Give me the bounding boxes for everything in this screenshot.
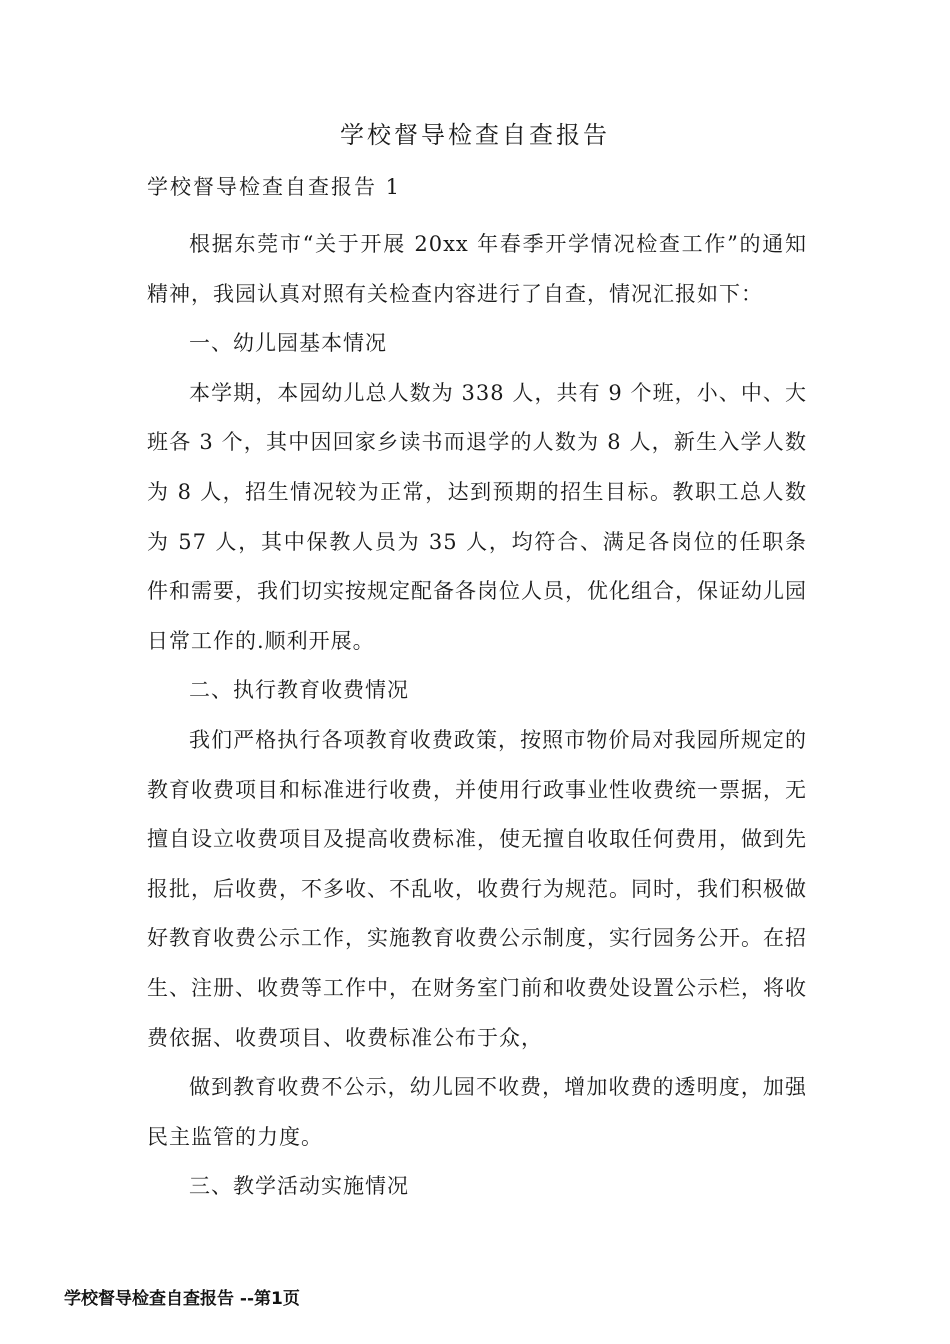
- document-subtitle: 学校督导检查自查报告 1: [147, 175, 402, 199]
- section-heading-3: 三、教学活动实施情况: [189, 1174, 409, 1199]
- section-heading-1: 一、幼儿园基本情况: [189, 331, 387, 356]
- document-body: [147, 220, 807, 1212]
- paragraph-fees: 我们严格执行各项教育收费政策，按照市物价局对我园所规定的教育收费项目和标准进行收费，并使用行政事业性收费统一票据，无擅自设立收费项目及提高收费标准，使无擅自收取任何费用，做到先报批，后收费，不多收、不乱收，收费行为规范。同时，我们积极做好教育收费公示工作，实施教育收费公示制度，实行园务公开。在招生、注册、收费等工作中，在财务室门前和收费处设置公示栏，将收费依据、收费项目、收费标准公布于众，: [147, 727, 807, 1050]
- paragraph-basic-info: 本学期，本园幼儿总人数为 338 人，共有 9 个班，小、中、大班各 3 个，其中因回家乡读书而退学的人数为 8 人，新生入学人数为 8 人，招生情况较为正常，达到预期的招生目标。教职工总人数为 57 人，其中保教人员为 35 人，均符合、满足各岗位的任职条件和需要，我们切实按规定配备各岗位人员，优化组合，保证幼儿园日常工作的.顺利开展。: [147, 380, 807, 653]
- paragraph-intro: 根据东莞市“关于开展 20xx 年春季开学情况检查工作”的通知精神，我园认真对照有关检查内容进行了自查，情况汇报如下：: [147, 232, 807, 306]
- document-title: 学校督导检查自查报告: [340, 121, 610, 149]
- paragraph-fees-continued: 做到教育收费不公示，幼儿园不收费，增加收费的透明度，加强民主监管的力度。: [147, 1075, 807, 1149]
- section-heading-2: 二、执行教育收费情况: [189, 678, 409, 703]
- page-footer: 学校督导检查自查报告 --第1页: [64, 1289, 300, 1309]
